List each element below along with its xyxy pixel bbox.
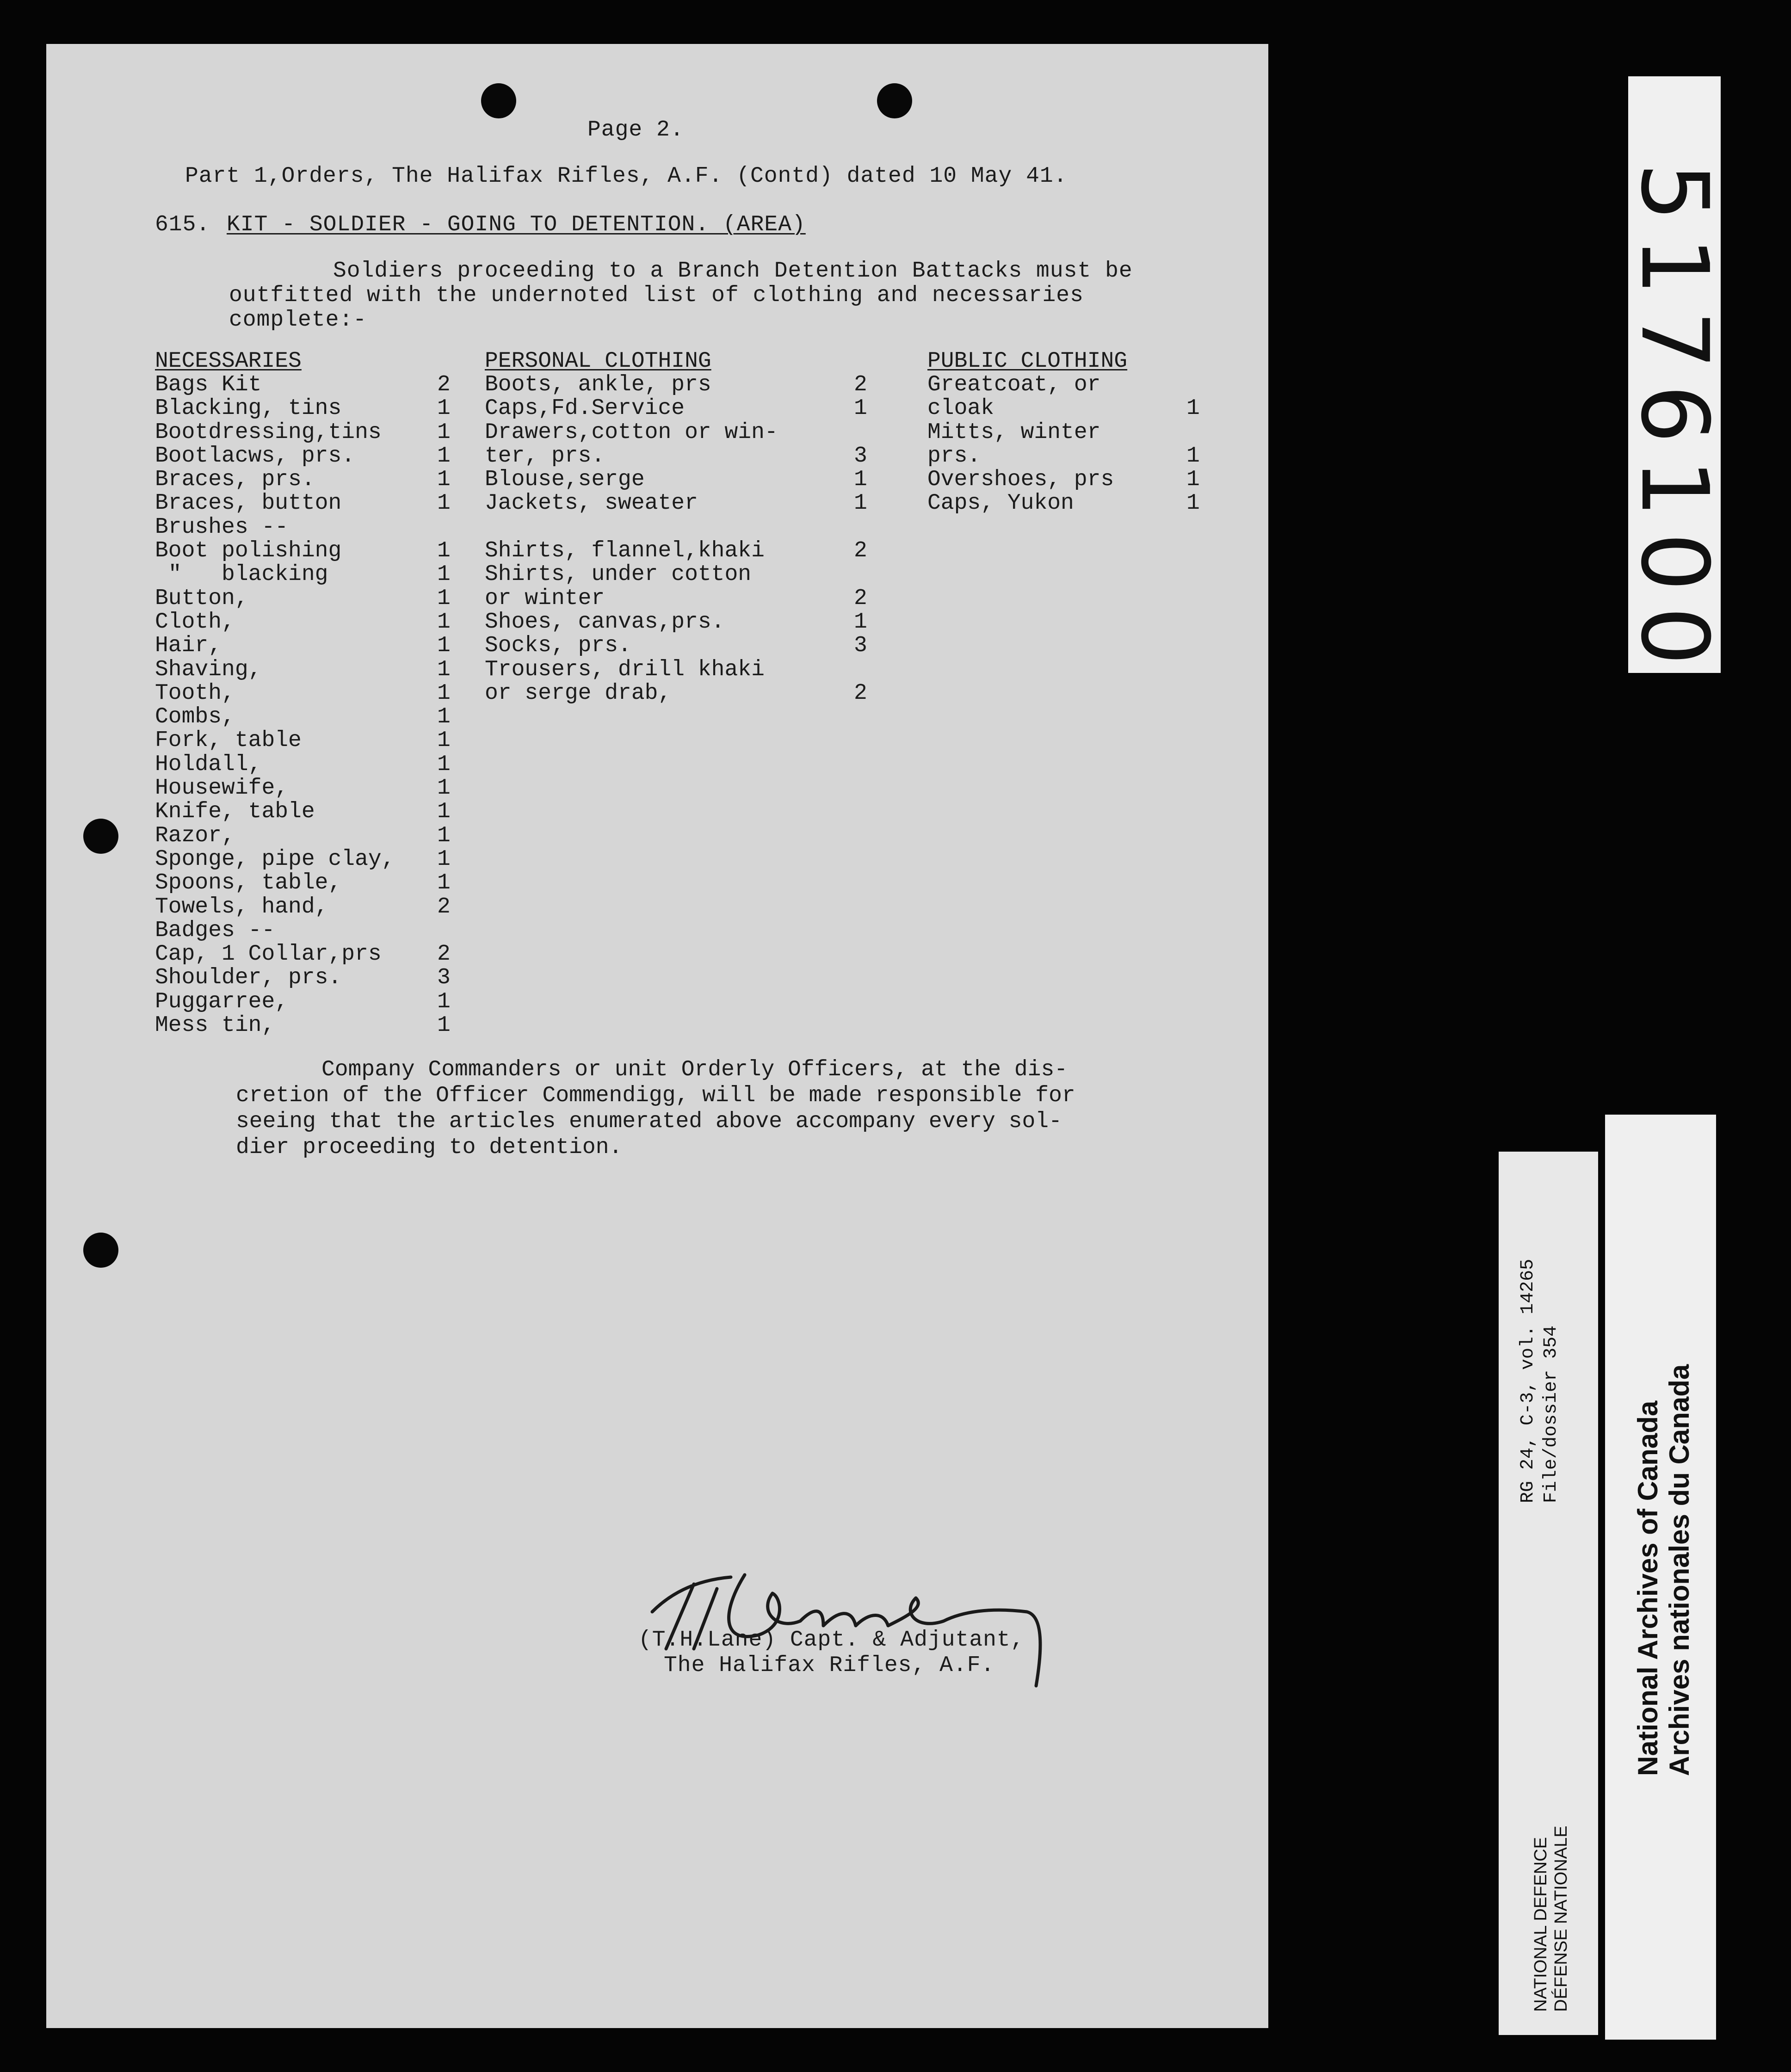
- necessaries-row: [155, 705, 460, 729]
- necessaries-row: [155, 492, 460, 515]
- necessaries-row: [155, 1014, 460, 1037]
- necessaries-row: [155, 563, 460, 586]
- reference-line-2: File/dossier 354: [1541, 1325, 1562, 1503]
- personal-clothing-item-name: Trousers, drill khaki: [485, 657, 765, 682]
- punch-hole-top-left: [481, 83, 516, 118]
- necessaries-item-name: Braces, prs.: [155, 467, 315, 493]
- public-clothing-row: [927, 444, 1214, 468]
- personal-clothing-item-name: Drawers,cotton or win-: [485, 419, 778, 445]
- necessaries-row: [155, 966, 460, 990]
- necessaries-item-name: Razor,: [155, 823, 235, 848]
- necessaries-item-name: Knife, table: [155, 799, 315, 825]
- necessaries-row: [155, 753, 460, 777]
- personal-clothing-item-name: Caps,Fd.Service: [485, 396, 685, 421]
- personal-clothing-row: [485, 491, 867, 516]
- necessaries-item-name: Combs,: [155, 704, 235, 730]
- necessaries-row: [155, 943, 460, 966]
- necessaries-item-name: Cloth,: [155, 609, 235, 635]
- signature-line-1: (T.H.Lane) Capt. & Adjutant,: [638, 1628, 1025, 1653]
- personal-clothing-item-name: or winter: [485, 586, 605, 611]
- page-label: Page 2.: [587, 117, 684, 142]
- closing-line-4: dier proceeding to detention.: [236, 1135, 623, 1160]
- necessaries-item-name: Bags Kit: [155, 372, 262, 397]
- personal-clothing-row: [485, 467, 867, 493]
- public-clothing-column: [927, 349, 1214, 516]
- necessaries-item-qty: 1: [437, 491, 451, 516]
- public-clothing-item-name: Greatcoat, or: [927, 372, 1101, 397]
- necessaries-item-name: Bootlacws, prs.: [155, 443, 355, 469]
- public-clothing-row: [927, 421, 1214, 444]
- necessaries-item-qty: 2: [437, 894, 451, 919]
- personal-clothing-column: [485, 349, 867, 706]
- necessaries-row: [155, 421, 460, 444]
- public-clothing-item-qty: 1: [1186, 467, 1200, 493]
- necessaries-item-qty: 1: [437, 680, 451, 706]
- public-clothing-item-name: Caps, Yukon: [927, 491, 1074, 516]
- personal-clothing-row: [485, 609, 867, 635]
- necessaries-item-name: Sponge, pipe clay,: [155, 846, 395, 872]
- personal-clothing-item-name: Blouse,serge: [485, 467, 645, 493]
- personal-clothing-item-qty: 1: [854, 396, 867, 421]
- necessaries-item-qty: 1: [437, 989, 451, 1014]
- public-clothing-list: [927, 373, 1214, 516]
- personal-clothing-item-qty: 1: [854, 467, 867, 493]
- necessaries-item-name: Spoons, table,: [155, 870, 342, 896]
- punch-hole-lower: [83, 1233, 118, 1268]
- section-title: KIT - SOLDIER - GOING TO DETENTION. (AREA): [227, 212, 806, 237]
- punch-hole-top-right: [877, 83, 912, 118]
- necessaries-item-name: Holdall,: [155, 752, 262, 777]
- personal-clothing-item-qty: 2: [854, 372, 867, 397]
- personal-clothing-item-qty: 2: [854, 586, 867, 611]
- necessaries-row: [155, 871, 460, 895]
- personal-clothing-row: [485, 372, 867, 397]
- necessaries-item-qty: 1: [437, 419, 451, 445]
- necessaries-item-qty: 1: [437, 799, 451, 825]
- necessaries-item-qty: 1: [437, 846, 451, 872]
- necessaries-item-name: Brushes --: [155, 514, 289, 540]
- necessaries-item-qty: 1: [437, 586, 451, 611]
- intro-line-1: Soldiers proceeding to a Branch Detention Battacks must be: [333, 259, 1133, 284]
- necessaries-item-name: " blacking: [155, 562, 328, 587]
- punch-hole-middle: [83, 819, 118, 854]
- public-clothing-item-qty: 1: [1186, 491, 1200, 516]
- necessaries-column: [155, 349, 460, 1037]
- reference-line-1: RG 24, C-3, vol. 14265: [1518, 1258, 1538, 1503]
- archives-line-2: Archives nationales du Canada: [1664, 1364, 1695, 1776]
- necessaries-item-qty: 1: [437, 467, 451, 493]
- personal-clothing-item-name: Shirts, flannel,khaki: [485, 538, 765, 564]
- necessaries-row: [155, 634, 460, 658]
- necessaries-item-qty: 1: [437, 752, 451, 777]
- personal-clothing-item-name: ter, prs.: [485, 443, 605, 469]
- public-clothing-row: [927, 492, 1214, 515]
- necessaries-item-name: Button,: [155, 586, 248, 611]
- public-clothing-item-name: cloak: [927, 396, 994, 421]
- necessaries-row: [155, 610, 460, 634]
- necessaries-row: [155, 824, 460, 848]
- necessaries-item-name: Cap, 1 Collar,prs: [155, 942, 382, 967]
- personal-clothing-item-name: or serge drab,: [485, 680, 672, 706]
- necessaries-item-name: Shaving,: [155, 657, 262, 682]
- necessaries-row: [155, 516, 460, 539]
- necessaries-item-name: Blacking, tins: [155, 396, 342, 421]
- personal-clothing-list: [485, 372, 867, 706]
- section-number: 615.: [155, 212, 210, 237]
- intro-line-3: complete:-: [229, 308, 367, 333]
- necessaries-row: [155, 848, 460, 871]
- necessaries-item-qty: 1: [437, 633, 451, 659]
- necessaries-item-qty: 1: [437, 538, 451, 564]
- necessaries-item-name: Mess tin,: [155, 1013, 275, 1038]
- necessaries-item-name: Shoulder, prs.: [155, 965, 342, 991]
- necessaries-row: [155, 539, 460, 563]
- personal-clothing-row: [485, 633, 867, 659]
- necessaries-item-qty: 1: [437, 728, 451, 753]
- necessaries-item-qty: 1: [437, 657, 451, 682]
- necessaries-item-name: Fork, table: [155, 728, 302, 753]
- personal-clothing-row: [485, 563, 864, 586]
- necessaries-item-name: Tooth,: [155, 680, 235, 706]
- necessaries-item-name: Braces, button: [155, 491, 342, 516]
- personal-clothing-row: [485, 516, 864, 539]
- public-clothing-row: [927, 468, 1214, 492]
- header-line: Part 1,Orders, The Halifax Rifles, A.F. (Contd) dated 10 May 41.: [185, 164, 1068, 189]
- necessaries-row: [155, 444, 460, 468]
- personal-clothing-item-qty: 1: [854, 491, 867, 516]
- national-archives-label: [1605, 1115, 1716, 2040]
- personal-clothing-row: [485, 586, 867, 611]
- necessaries-row: [155, 800, 460, 824]
- public-clothing-item-name: prs.: [927, 443, 981, 469]
- necessaries-row: [155, 682, 460, 705]
- public-clothing-item-name: Mitts, winter: [927, 419, 1101, 445]
- necessaries-row: [155, 729, 460, 752]
- public-clothing-row: [927, 397, 1214, 420]
- personal-clothing-item-qty: 2: [854, 538, 867, 564]
- stamp-digit: 5: [1620, 162, 1728, 222]
- personal-clothing-row: [485, 658, 864, 682]
- necessaries-heading: NECESSARIES: [155, 349, 302, 374]
- personal-clothing-row: [485, 538, 867, 564]
- necessaries-item-qty: 1: [437, 1013, 451, 1038]
- personal-clothing-row: [485, 443, 867, 469]
- document-page: [46, 44, 1268, 2028]
- necessaries-item-qty: 1: [437, 704, 451, 730]
- necessaries-row: [155, 468, 460, 492]
- personal-clothing-item-qty: 3: [854, 443, 867, 469]
- necessaries-item-qty: 1: [437, 562, 451, 587]
- necessaries-item-qty: 2: [437, 942, 451, 967]
- necessaries-item-name: Towels, hand,: [155, 894, 328, 919]
- necessaries-item-qty: 2: [437, 372, 451, 397]
- personal-clothing-row: [485, 421, 864, 444]
- public-clothing-item-qty: 1: [1186, 396, 1200, 421]
- personal-clothing-item-name: Boots, ankle, prs: [485, 372, 711, 397]
- personal-clothing-row: [485, 396, 867, 421]
- necessaries-item-qty: 1: [437, 870, 451, 896]
- department-line-1: NATIONAL DEFENCE: [1531, 1837, 1550, 2012]
- necessaries-row: [155, 895, 460, 919]
- necessaries-item-name: Housewife,: [155, 776, 289, 801]
- personal-clothing-item-name: Shirts, under cotton: [485, 562, 752, 587]
- necessaries-list: [155, 373, 460, 1037]
- necessaries-item-qty: 1: [437, 443, 451, 469]
- personal-clothing-item-name: Shoes, canvas,prs.: [485, 609, 725, 635]
- necessaries-item-qty: 1: [437, 609, 451, 635]
- department-line-2: DÉFENSE NATIONALE: [1551, 1825, 1571, 2012]
- personal-clothing-item-qty: 2: [854, 680, 867, 706]
- necessaries-item-qty: 3: [437, 965, 451, 991]
- necessaries-row: [155, 990, 460, 1014]
- public-clothing-item-name: Overshoes, prs: [927, 467, 1114, 493]
- necessaries-row: [155, 777, 460, 800]
- necessaries-item-name: Hair,: [155, 633, 222, 659]
- stamp-digit: 6: [1620, 384, 1728, 444]
- stamp-digit: 7: [1620, 310, 1728, 370]
- personal-clothing-heading: PERSONAL CLOTHING: [485, 349, 711, 374]
- archive-number-strip: [1620, 76, 1728, 673]
- necessaries-item-qty: 1: [437, 776, 451, 801]
- stamp-digit: 1: [1620, 458, 1728, 518]
- necessaries-item-name: Boot polishing: [155, 538, 342, 564]
- necessaries-item-name: Bootdressing,tins: [155, 419, 382, 445]
- personal-clothing-item-name: Socks, prs.: [485, 633, 631, 659]
- stamp-digit: 1: [1620, 236, 1728, 296]
- closing-line-1: Company Commanders or unit Orderly Officers, at the dis-: [321, 1057, 1068, 1082]
- stamp-digit: 0: [1620, 606, 1728, 666]
- closing-line-3: seeing that the articles enumerated above accompany every sol-: [236, 1109, 1062, 1134]
- necessaries-item-name: Badges --: [155, 918, 275, 943]
- necessaries-item-qty: 1: [437, 823, 451, 848]
- necessaries-row: [155, 373, 460, 397]
- intro-line-2: outfitted with the undernoted list of clothing and necessaries: [229, 283, 1084, 308]
- personal-clothing-item-qty: 1: [854, 609, 867, 635]
- personal-clothing-item-qty: 3: [854, 633, 867, 659]
- personal-clothing-item-name: Jackets, sweater: [485, 491, 698, 516]
- necessaries-item-name: Puggarree,: [155, 989, 289, 1014]
- personal-clothing-row: [485, 680, 867, 706]
- stamp-digit: 0: [1620, 532, 1728, 592]
- closing-line-2: cretion of the Officer Commendigg, will be made responsible for: [236, 1083, 1075, 1108]
- archives-line-1: National Archives of Canada: [1632, 1400, 1663, 1776]
- public-clothing-row: [927, 373, 1214, 397]
- archive-reference-label: [1499, 1152, 1598, 2035]
- necessaries-row: [155, 658, 460, 682]
- signature-line-2: The Halifax Rifles, A.F.: [664, 1653, 995, 1678]
- public-clothing-item-qty: 1: [1186, 443, 1200, 469]
- necessaries-item-qty: 1: [437, 396, 451, 421]
- necessaries-row: [155, 919, 460, 943]
- necessaries-row: [155, 397, 460, 420]
- public-clothing-heading: PUBLIC CLOTHING: [927, 349, 1128, 374]
- necessaries-row: [155, 587, 460, 610]
